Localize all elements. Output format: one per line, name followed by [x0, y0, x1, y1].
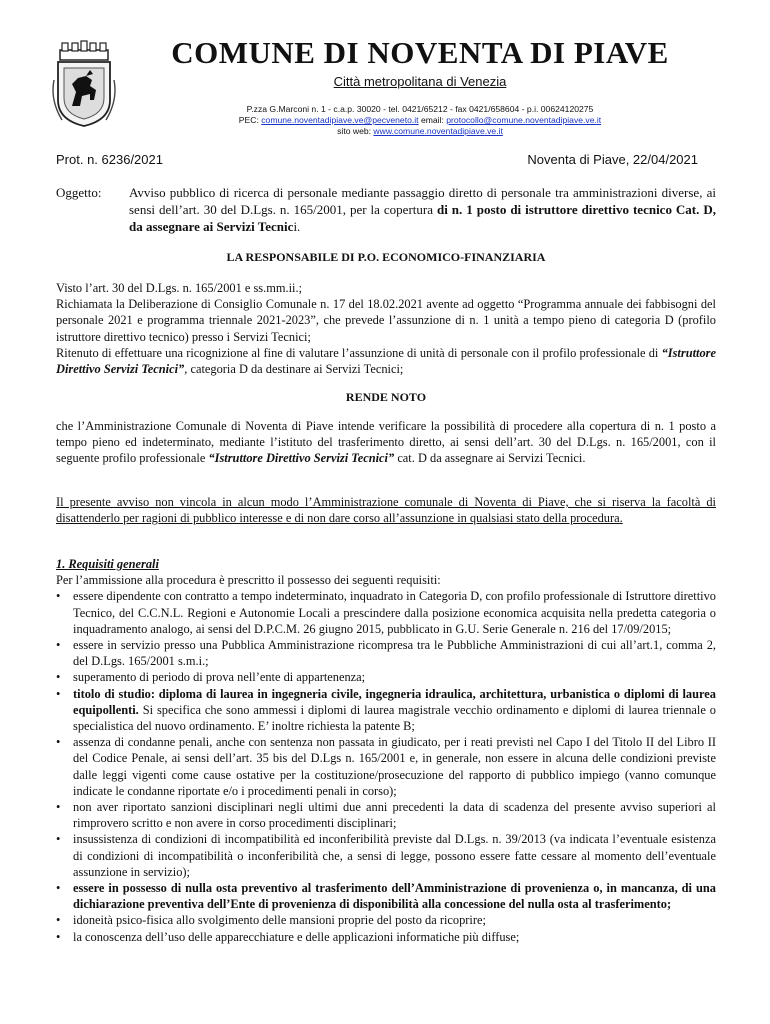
list-item-bold: essere in possesso di nulla osta preventivo al trasferimento dell’Amministrazione di provenienza o, in mancanza, di una dichiarazione preventiva dell’Ente di provenienza di disponibilità alla concessione del nulla osta al trasferimento; [73, 881, 716, 912]
subject-text-main: Avviso pubblico di ricerca di personale mediante passaggio diretto di personale tra amministrazioni diverse, ai sensi dell’art. 30 del D.Lgs. n. 165/2001, per la copertura [129, 185, 716, 217]
subject-label: Oggetto: [56, 185, 102, 200]
list-item-text: essere in servizio presso una Pubblica Amministrazione ricompresa tra le Pubbliche Amministrazioni di cui all’art.1, comma 2, del D.Lgs. 165/2001 s.m.i.; [73, 638, 716, 669]
list-item [56, 912, 716, 928]
bullet-icon: • [56, 832, 61, 847]
requirements-intro: Per l’ammissione alla procedura è prescritto il possesso dei seguenti requisiti: [56, 573, 441, 588]
list-item [56, 880, 716, 912]
list-item [56, 799, 716, 831]
premise-3-end: , categoria D da destinare ai Servizi Tecnici; [184, 362, 404, 377]
list-item-text: essere dipendente con contratto a tempo indeterminato, inquadrato in Categoria D, con profilo professionale di Istruttore direttivo Tecnico, del C.C.N.L. Regioni e Autonomie Locali a prescindere dalla posizione economica acquisita nella predetta categoria o inquadramento analogo, ai sensi del D.P.C.M. 26 giugno 2015, pubblicato in G.U. Serie Generale n. 216 del 17/09/2015; [73, 589, 716, 636]
place-date: Noventa di Piave, 22/04/2021 [527, 152, 698, 167]
address-line: P.zza G.Marconi n. 1 - c.a.p. 30020 - tel. 0421/65212 - fax 0421/658604 - p.i. 00624120275 [246, 104, 594, 114]
subject-block [56, 184, 716, 235]
premise-3 [56, 345, 716, 377]
website-label: sito web: [337, 126, 372, 136]
requirements-list [56, 588, 716, 944]
list-item [56, 588, 716, 637]
premise-3-text: Ritenuto di effettuare una ricognizione al fine di valutare l’assunzione di unità di personale con il profilo professionale di [56, 345, 659, 360]
website-line [140, 126, 700, 137]
list-item [56, 734, 716, 799]
email-link[interactable]: protocollo@comune.noventadipiave.ve.it [446, 115, 602, 125]
requirements-heading: 1. Requisiti generali [56, 557, 159, 571]
notice-paragraph [56, 418, 716, 467]
requirements-section [56, 556, 716, 945]
subject-text [129, 184, 716, 235]
premise-1: Visto l’art. 30 del D.Lgs. n. 165/2001 e ss.mm.ii.; [56, 281, 303, 295]
list-item [56, 686, 716, 735]
list-item-text: idoneità psico-fisica allo svolgimento delle mansioni proprie del posto da ricoprire; [73, 913, 486, 928]
responsible-heading: LA RESPONSABILE DI P.O. ECONOMICO-FINANZIARIA [226, 250, 546, 264]
list-item-text: non aver riportato sanzioni disciplinari negli ultimi due anni precedenti la data di scadenza del presente avviso superiori al rimprovero scritto e non avere in corso procedimenti disciplinari; [73, 800, 716, 831]
list-item-bold: titolo di studio: diploma di laurea in ingegneria civile, ingegneria idraulica, architettura, urbanistica o diplomi di laurea equipollenti. [73, 686, 716, 717]
list-item [56, 637, 716, 669]
page-title: COMUNE DI NOVENTA DI PIAVE [171, 35, 669, 70]
premise-2: Richiamata la Deliberazione di Consiglio Comunale n. 17 del 18.02.2021 avente ad oggetto “Programma annuale dei fabbisogni del personale 2021 e programma triennale 2021-2023”, che prevede l’assunzione di n. 1 unità a tempo pieno di categoria D (profilo istruttore direttivo tecnico) presso i Servizi Tecnici; [56, 297, 716, 344]
contact-line [140, 115, 700, 126]
list-item-text: la conoscenza dell’uso delle apparecchiature e delle applicazioni informatiche più diffuse; [73, 929, 520, 944]
notice-profile: “Istruttore Direttivo Servizi Tecnici” [208, 451, 395, 466]
list-item-text: assenza di condanne penali, anche con sentenza non passata in giudicato, per i reati previsti nel Capo I del Titolo II del Libro II del Codice Penale, ai sensi dell’art. 35 bis del D.Lgs n. 165/2001 e, in generale, non essere in alcuna delle condizioni previste dalle leggi vigenti come cause ostative per la costituzione/prosecuzione del rapporto di pubblico impiego (vanno comunque indicate le condanne riportate e/o i procedimenti penali in corso); [73, 735, 716, 798]
pec-label: PEC: [238, 115, 259, 125]
premise-3-profile: “Istruttore Direttivo Servizi Tecnici” [56, 345, 716, 377]
notice-text: che l’Amministrazione Comunale di Noventa di Piave intende verificare la possibilità di procedere alla copertura di n. 1 posto a tempo pieno ed indeterminato, mediante l’istituto del trasferimento diretto, ai sensi dell’art. 30 del D.Lgs. n. 165/2001, con il seguente profilo professionale [56, 419, 716, 466]
bullet-icon: • [56, 800, 61, 815]
protocol-number: Prot. n. 6236/2021 [56, 152, 163, 167]
list-item-text: insussistenza di condizioni di incompatibilità ed inconferibilità previste dal D.Lgs. n. 39/2013 (va indicata l’eventuale esistenza di condizioni di incompatibilità o inconferibilità che, a sensi di legge, possono essere fatte cessare al momento dell’eventuale assunzione in servizio); [73, 832, 716, 879]
bullet-icon: • [56, 670, 61, 685]
municipal-crest-icon [50, 40, 118, 128]
subject-text-bold: di n. 1 posto di istruttore direttivo tecnico Cat. D, da assegnare ai Servizi Tecnic [129, 202, 717, 234]
list-item-text: superamento di periodo di prova nell’ente di appartenenza; [73, 670, 366, 685]
list-item [56, 929, 716, 945]
email-label: email: [420, 115, 444, 125]
bullet-icon: • [56, 638, 61, 653]
subject-text-end: i. [293, 219, 301, 234]
list-item-text: Si specifica che sono ammessi i diplomi di laurea magistrale vecchio ordinamento e diplomi di laurea triennale o specialistica del nuovo ordinamento. E’ inoltre richiesta la patente B; [73, 702, 716, 734]
bullet-icon: • [56, 929, 61, 944]
pec-email-link[interactable]: comune.noventadipiave.ve@pecveneto.it [261, 115, 419, 125]
list-item [56, 669, 716, 685]
bullet-icon: • [56, 913, 61, 928]
bullet-icon: • [56, 589, 61, 604]
address-block [140, 104, 700, 137]
list-item [56, 831, 716, 880]
disclaimer: Il presente avviso non vincola in alcun modo l’Amministrazione comunale di Noventa di Piave, che si riserva la facoltà di disattenderlo per ragioni di pubblico interesse e di non dare corso all’assunzione in qualsiasi stato della procedura. [56, 495, 716, 526]
premises [56, 280, 716, 377]
bullet-icon: • [56, 881, 61, 896]
subtitle: Città metropolitana di Venezia [333, 74, 507, 89]
bullet-icon: • [56, 735, 61, 750]
rende-noto-heading: RENDE NOTO [345, 390, 427, 404]
bullet-icon: • [56, 686, 61, 701]
notice-end: cat. D da assegnare ai Servizi Tecnici. [397, 451, 586, 466]
website-link[interactable]: www.comune.noventadipiave.ve.it [373, 126, 503, 136]
